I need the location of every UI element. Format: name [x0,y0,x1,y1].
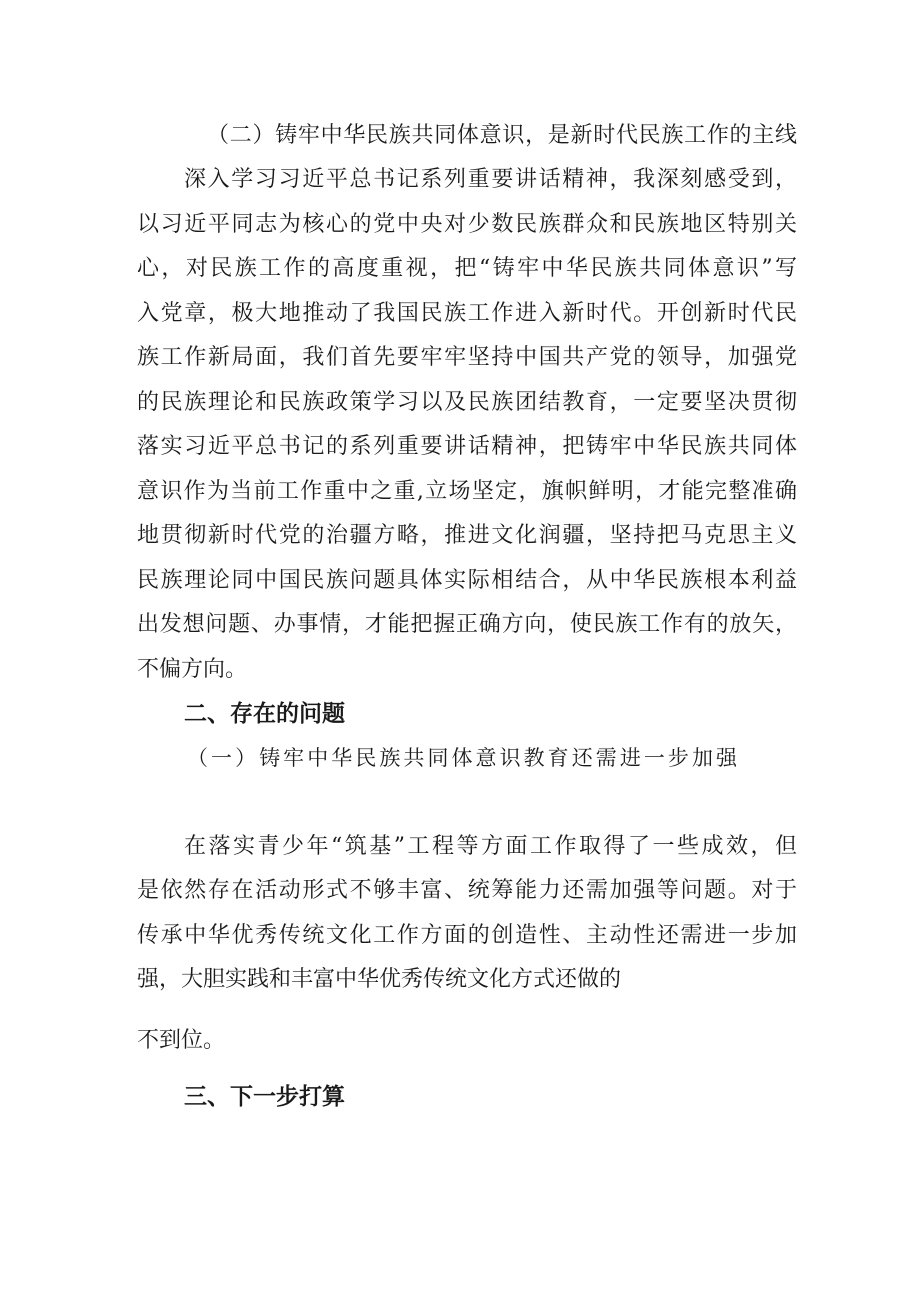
paragraph-line: 出发想问题、办事情，才能把握正确方向，使民族工作有的放矢， [137,612,797,637]
paragraph-line: 地贯彻新时代党的治疆方略，推进文化润疆，坚持把马克思主义 [137,523,797,548]
paragraph-line: 不偏方向。 [137,657,248,682]
paragraph-line: 落实习近平总书记的系列重要讲话精神，把铸牢中华民族共同体 [137,434,797,459]
paragraph-line: 是依然存在活动形式不够丰富、统筹能力还需加强等问题。对于 [137,878,797,903]
paragraph-line: 意识作为当前工作重中之重,立场坚定，旗帜鲜明，才能完整准确 [137,479,797,504]
paragraph-line: 深入学习习近平总书记系列重要讲话精神，我深刻感受到， [184,167,797,192]
paragraph-line: 的民族理论和民族政策学习以及民族团结教育，一定要坚决贯彻 [137,390,797,415]
paragraph-line: 不到位。 [137,1028,226,1053]
section-heading-problems: 二、存在的问题 [184,701,345,727]
section-heading-next-steps: 三、下一步打算 [184,1084,345,1110]
subheading-1: （一）铸牢中华民族共同体意识教育还需进一步加强 [187,746,737,770]
paragraph-line: 族工作新局面，我们首先要牢牢坚持中国共产党的领导，加强党 [137,345,797,370]
paragraph-line: 强，大胆实践和丰富中华优秀传统文化方式还做的 [137,967,622,992]
paragraph-line: 民族理论同中国民族问题具体实际相结合，从中华民族根本利益 [137,568,797,593]
paragraph-line: 传承中华优秀传统文化工作方面的创造性、主动性还需进一步加 [137,923,797,948]
paragraph-line: 心，对民族工作的高度重视，把“铸牢中华民族共同体意识”写 [137,256,797,281]
paragraph-line: 入党章，极大地推动了我国民族工作进入新时代。开创新时代民 [137,301,797,326]
paragraph-line: 在落实青少年“筑基”工程等方面工作取得了一些成效，但 [184,834,797,859]
subheading-2: （二）铸牢中华民族共同体意识，是新时代民族工作的主线 [207,123,797,148]
paragraph-line: 以习近平同志为核心的党中央对少数民族群众和民族地区特别关 [137,212,797,237]
